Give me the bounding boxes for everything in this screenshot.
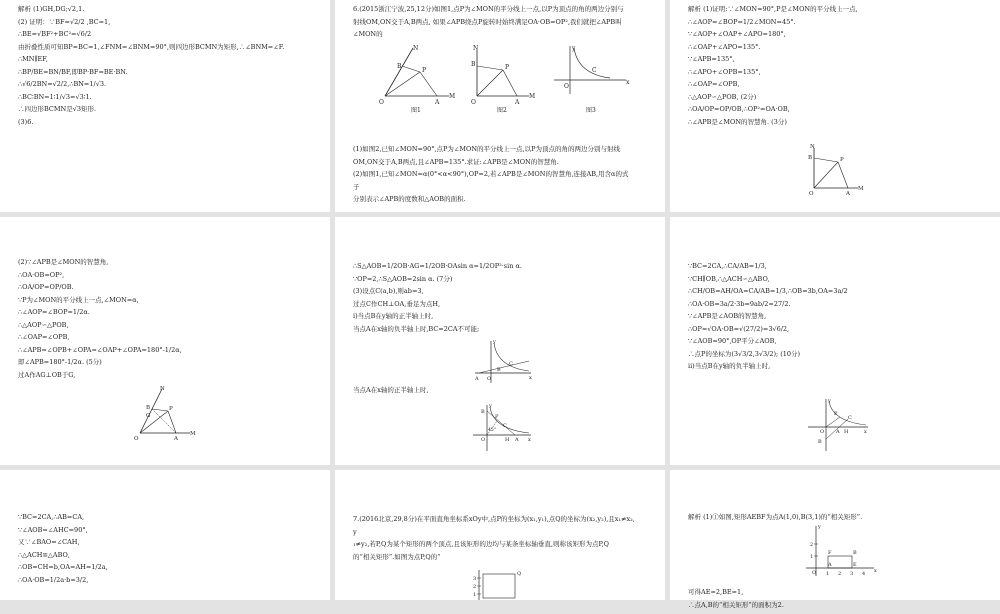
page-solution-1	[0, 0, 330, 212]
tick-label: 2	[810, 542, 813, 548]
text-line: 的“相关矩形”.如图为点P,Q的“	[353, 554, 653, 567]
text-line: 又∵∠BAO=∠CAH,	[18, 539, 318, 552]
text-line: OM,ON交于A,B两点,且∠APB=135°.求证:∠APB是∠MON的智慧角.	[353, 159, 653, 172]
text-line: ∵∠AOP+∠OAP+∠APO=180°,	[688, 31, 988, 44]
figure-solution-7	[802, 522, 882, 578]
page-solution-6-3	[335, 217, 665, 465]
text-line: ∴∠OAP=∠OPB,	[18, 334, 318, 347]
label-O: O	[487, 376, 491, 382]
text-line: i)当点B在y轴的正半轴上时,	[353, 313, 653, 326]
text-line: ∴∠APB是∠MON的智慧角. (3分)	[688, 119, 988, 132]
text-line: y	[353, 529, 653, 542]
tick-label: 1	[473, 592, 476, 598]
page-solution-6-5	[0, 470, 330, 600]
text-block	[353, 263, 653, 338]
text-line: ∴OA·OB=OP²,	[18, 272, 318, 285]
text-line: ∵P为∠MON的平分线上一点,∠MON=α,	[18, 297, 318, 310]
label-A: A	[514, 99, 520, 106]
text-line: ∵∠AOB=∠AHC=90°,	[18, 527, 318, 540]
label-B: B	[497, 367, 501, 373]
tick-label: 4	[862, 571, 865, 577]
label-O: O	[379, 99, 384, 106]
label-O: O	[809, 191, 814, 197]
text-line: 当点A在x轴的负半轴上时,BC=2CA不可能;	[353, 326, 653, 339]
text-line: ∴△AOP∽△POB, (2分)	[688, 94, 988, 107]
text-line: (3)设点C(a,b),则ab=3,	[353, 288, 653, 301]
text-line: 7.(2016北京,29,8分)在平面直角坐标系xOy中,点P的坐标为(x₁,y₁),点Q的坐标为(x₂,y₂),且x₁≠x₂,	[353, 516, 653, 529]
text-line: ∵∠APB=135°,	[688, 56, 988, 69]
label-A: A	[827, 562, 832, 568]
figure-solution-5	[806, 397, 870, 453]
text-line: (2) 证明：∵BF=√2/2 ,BC=1,	[18, 19, 318, 32]
page-problem-7	[335, 470, 665, 600]
text-line: ∴OA/OP=OP/OB.	[18, 284, 318, 297]
text-line: ∴MN∥EF,	[18, 56, 318, 69]
label-P: P	[422, 67, 426, 74]
tick-label: 3	[850, 571, 853, 577]
text-line: ∴△AOP∽△POB,	[18, 322, 318, 335]
label-H: H	[505, 437, 510, 443]
label-M: M	[858, 186, 864, 192]
tick-label: 3	[473, 576, 476, 582]
text-line: 可得AE=2,BE=1,	[688, 589, 988, 602]
page-problem-6	[335, 0, 665, 212]
text-line: ∴点A,B的“相关矩形”的面积为2.	[688, 602, 988, 614]
text-line: (3)6.	[18, 119, 318, 132]
text-line: ∵CH∥OB,∴△ACH∽△ABO,	[688, 276, 988, 289]
label-y: y	[492, 339, 496, 345]
text-line: ∠MON的	[353, 31, 653, 44]
label-M: M	[529, 93, 535, 100]
label-A: A	[434, 99, 440, 106]
tick-label: 2	[473, 584, 476, 590]
text-line: 过A作AG⊥OB于G,	[18, 372, 318, 385]
text-line: ∵∠APB是∠AOB的智慧角,	[688, 313, 988, 326]
text-block	[353, 387, 653, 400]
text-line: ∴四边形BCMN是√3矩形.	[18, 106, 318, 119]
label-A: A	[845, 191, 851, 197]
page-solution-6-1	[670, 0, 1000, 212]
text-line: 即∠APB=180°-1/2α. (5分)	[18, 359, 318, 372]
label-P: P	[505, 64, 509, 71]
text-line: ∴OB=CH=b,OA=AH=1/2a,	[18, 564, 318, 577]
text-line: ∴CH/OB=AH/OA=CA/AB=1/3,∴OB=3b,OA=3a/2	[688, 288, 988, 301]
label-O: O	[134, 436, 139, 442]
label-N: N	[473, 45, 478, 52]
text-block	[688, 263, 988, 376]
figure-problem-7	[471, 568, 531, 600]
text-block	[18, 6, 318, 131]
figure-2	[467, 44, 547, 114]
label-N: N	[810, 144, 815, 150]
label-B: B	[146, 405, 150, 411]
text-line: ∵OP=2,∴S△AOB=2sin α. (7分)	[353, 276, 653, 289]
label-C: C	[592, 67, 597, 74]
text-line: ∴OA/OP=OP/OB,∴OP²=OA·OB,	[688, 106, 988, 119]
page-solution-6-2	[0, 217, 330, 465]
label-F: F	[828, 550, 832, 556]
label-y: y	[488, 403, 492, 409]
text-line: ∴∠APO+∠OPB=135°,	[688, 69, 988, 82]
text-line: 解析 (1)证明:∵∠MON=90°,P是∠MON的平分线上一点,	[688, 6, 988, 19]
tick-label: 1	[826, 571, 829, 577]
label-M: M	[449, 93, 455, 100]
text-line: 分别表示∠APB的度数和△AOB的面积.	[353, 196, 653, 209]
label-angle: 45°	[488, 427, 496, 433]
label-O: O	[481, 437, 485, 443]
text-line: (2)如图1,已知∠MON=α(0°<α<90°),OP=2,若∠APB是∠MON的智慧角,连接AB,用含α的式	[353, 171, 653, 184]
text-line: 当点A在x轴的正半轴上时,	[353, 387, 653, 400]
figure-caption: 图3	[586, 106, 596, 114]
label-A: A	[835, 429, 840, 435]
text-line: (2)∵∠APB是∠MON的智慧角,	[18, 259, 318, 272]
label-H: H	[844, 429, 849, 435]
label-B: B	[853, 550, 857, 556]
label-M: M	[190, 431, 196, 437]
text-block	[353, 516, 653, 566]
label-A: A	[173, 436, 179, 442]
label-x: x	[528, 437, 531, 443]
figure-3	[550, 44, 630, 114]
label-y: y	[571, 45, 576, 52]
page-solution-6-4	[670, 217, 1000, 465]
text-block	[353, 146, 653, 209]
text-block	[353, 6, 653, 44]
text-line: ∴BC∶BN=1∶1/√3=√3∶1.	[18, 94, 318, 107]
label-y: y	[817, 524, 821, 530]
text-line: ∴∠APB=∠OPB+∠OPA=∠OAP+∠OPA=180°-1/2α,	[18, 347, 318, 360]
page-solution-7	[670, 470, 1000, 600]
text-line: ∴OA·OB=1/2a·b=3/2,	[18, 577, 318, 590]
label-E: E	[853, 562, 857, 568]
text-line: ∴∠AOP=∠BOP=1/2α.	[18, 309, 318, 322]
text-line: ∴∠AOP=∠BOP=1/2∠MON=45°.	[688, 19, 988, 32]
text-line: ∴OP=√OA·OB=√(27/2)=3√6/2,	[688, 326, 988, 339]
label-B: B	[818, 439, 822, 445]
text-line: ∵BC=2CA,∴AB=CA,	[18, 514, 318, 527]
text-line: 子	[353, 184, 653, 197]
label-x: x	[874, 568, 877, 574]
label-B: B	[481, 409, 485, 415]
figure-solution-3	[473, 337, 533, 385]
text-block	[18, 259, 318, 384]
text-line: 6.(2015浙江宁波,25,12分)如图1,点P为∠MON的平分线上一点,以P为顶点的角的两边分别与	[353, 6, 653, 19]
label-N: N	[413, 45, 418, 52]
label-x: x	[864, 429, 867, 435]
text-line: ∵∠AOB=90°,OP平分∠AOB,	[688, 338, 988, 351]
label-A: A	[474, 376, 479, 382]
text-line: 解析 (1)GH,DG;√2,1.	[18, 6, 318, 19]
text-line: ∴△ACH≌△ABO,	[18, 552, 318, 565]
text-line: 解析 (1)①如图,矩形AEBF为点A(1,0),B(3,1)的“相关矩形”.	[688, 514, 988, 527]
tick-label: 2	[838, 571, 841, 577]
text-line: 过点C作CH⊥OA,垂足为点H,	[353, 301, 653, 314]
label-P: P	[169, 406, 173, 412]
text-line: ∴点P的坐标为(3√3/2,3√3/2); (10分)	[688, 351, 988, 364]
text-block	[688, 6, 988, 131]
label-P: P	[834, 411, 838, 417]
figure-caption: 图1	[411, 106, 421, 114]
label-P: P	[495, 414, 499, 420]
label-A: A	[514, 437, 519, 443]
text-line: ₁≠y₂,若P,Q为某个矩形的两个顶点,且该矩形的边均与某条坐标轴垂直,则称该矩形为点P,Q	[353, 541, 653, 554]
text-line: 射线OM,ON交于A,B两点, 如果∠APB绕点P旋转时始终满足OA·OB=OP²,我们就把∠APB叫	[353, 19, 653, 32]
text-line: ∴∠OAP=∠OPB,	[688, 81, 988, 94]
figure-solution-2	[132, 385, 202, 441]
text-line: ∵BC=2CA,∴CA/AB=1/3,	[688, 263, 988, 276]
text-block	[18, 514, 318, 589]
figure-1	[375, 44, 455, 114]
label-x: x	[529, 375, 532, 381]
text-line: ∴BE=√BF²+BC²=√6/2	[18, 31, 318, 44]
text-line: ∴S△AOB=1/2OB·AG=1/2OB·OAsin α=1/2OP²·sin α.	[353, 263, 653, 276]
text-line: ∴OA·OB=3a/2·3b=9ab/2=27/2.	[688, 301, 988, 314]
label-B: B	[397, 63, 402, 70]
figure-solution-4	[471, 401, 533, 453]
label-G: G	[146, 413, 150, 419]
label-O: O	[564, 83, 569, 90]
label-Q: Q	[517, 571, 521, 577]
text-line: ∴∠OAP+∠APO=135°.	[688, 44, 988, 57]
text-line: ∴√6/2BN=√2/2,∴BN=1/√3.	[18, 81, 318, 94]
label-C: C	[503, 423, 507, 429]
label-O: O	[812, 570, 816, 576]
text-line: ii)当点B在y轴的负半轴上时,	[688, 363, 988, 376]
text-line: 由折叠性质可知BP=BC=1,∠FNM=∠BNM=90°,则四边形BCMN为矩形,∴∠BNM=∠F.	[18, 44, 318, 57]
label-B: B	[808, 155, 812, 161]
label-y: y	[827, 398, 831, 404]
label-B: B	[471, 61, 476, 68]
label-P: P	[840, 157, 844, 163]
text-line: (1)如图2,已知∠MON=90°,点P为∠MON的平分线上一点,以P为顶点的角的两边分别与射线	[353, 146, 653, 159]
text-line: ∴BP/BE=BN/BF,即BP·BF=BE·BN.	[18, 69, 318, 82]
label-C: C	[509, 361, 513, 367]
label-O: O	[820, 429, 824, 435]
label-x: x	[626, 79, 630, 86]
label-O: O	[471, 99, 476, 106]
label-N: N	[160, 386, 165, 392]
tick-label: 1	[810, 554, 813, 560]
figure-caption: 图2	[497, 106, 507, 114]
label-C: C	[848, 415, 852, 421]
figure-solution-1	[808, 142, 868, 197]
